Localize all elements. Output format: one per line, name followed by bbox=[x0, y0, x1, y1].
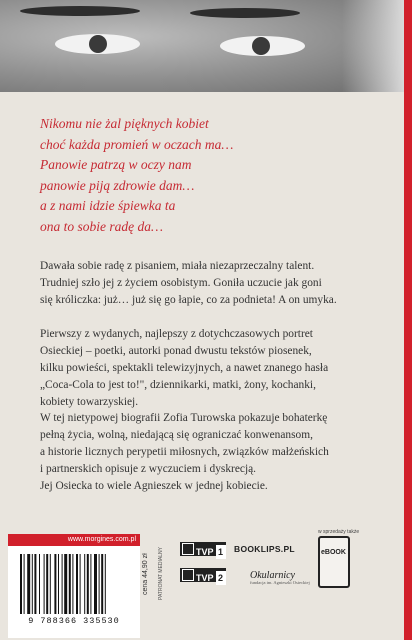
left-eye bbox=[55, 34, 140, 54]
publisher-url: www.morgines.com.pl bbox=[8, 534, 140, 546]
text-line: Pierwszy z wydanych, najlepszy z dotychczasowych portret bbox=[40, 328, 313, 340]
text-line: się króliczka: już… już się go łapie, co za podnieta! A on umyka. bbox=[40, 294, 337, 306]
text-line: pełną życia, wolną, niedającą się ograniczać konwenansom, bbox=[40, 429, 313, 441]
blurb-paragraph-1 bbox=[40, 258, 380, 309]
ebook-icon bbox=[318, 536, 350, 588]
barcode bbox=[18, 554, 130, 614]
media-patronage-label: PATRONAT MEDIALNY bbox=[158, 547, 164, 601]
left-eyebrow bbox=[20, 6, 140, 16]
text-line: a historie licznych perypetii miłosnych, związków małżeńskich bbox=[40, 446, 329, 458]
booklips-logo: BOOKLIPS.PL bbox=[234, 544, 295, 554]
text-line: Osieckiej – poetki, autorki ponad dwustu tekstów piosenek, bbox=[40, 345, 312, 357]
right-eyebrow bbox=[190, 8, 300, 18]
text-line: Trudniej szło jej z życiem osobistym. Goniła uczucie jak goni bbox=[40, 277, 322, 289]
tvp1-logo: TVP 1 bbox=[180, 542, 226, 556]
blurb-paragraph-3 bbox=[40, 410, 380, 495]
hair bbox=[342, 0, 412, 92]
text-line: kilku powieści, spektakli telewizyjnych, a nawet znanego hasła bbox=[40, 362, 329, 374]
quote-line: Panowie patrzą w oczy nam bbox=[40, 157, 192, 172]
text-line: Jej Osiecka to wiele Agnieszek w jednej kobiecie. bbox=[40, 480, 268, 492]
back-cover-footer bbox=[0, 522, 412, 640]
right-eye bbox=[220, 36, 305, 56]
ebook-label: eBOOK bbox=[321, 549, 346, 556]
okularnicy-logo: Okularnicy fundacja im. Agnieszki Osieckiej bbox=[250, 570, 310, 585]
quote-line: Nikomu nie żal pięknych kobiet bbox=[40, 116, 209, 131]
tvp2-logo: TVP 2 bbox=[180, 568, 226, 582]
text-line: W tej nietypowej biografii Zofia Turowska pokazuje bohaterkę bbox=[40, 412, 328, 424]
text-line: kobiety towarzyskiej. bbox=[40, 396, 139, 408]
song-quote bbox=[40, 114, 370, 237]
isbn-number: 9 788366 335530 bbox=[28, 616, 120, 626]
blurb-paragraph-2 bbox=[40, 326, 380, 411]
price-label: cena 44,90 zł bbox=[142, 553, 149, 595]
barcode-box bbox=[8, 534, 140, 638]
ebook-caption: w sprzedaży także bbox=[318, 529, 360, 535]
quote-line: ona to sobie radę da… bbox=[40, 218, 163, 234]
cover-photo-eyes bbox=[0, 0, 412, 92]
text-line: Dawała sobie radę z pisaniem, miała niezaprzeczalny talent. bbox=[40, 260, 315, 272]
quote-line: a z nami idzie śpiewka ta bbox=[40, 198, 176, 213]
text-line: i partnerskich opisuje z wyczuciem i dyskrecją. bbox=[40, 463, 257, 475]
text-line: „Coca-Cola to jest to!", dziennikarki, matki, żony, kochanki, bbox=[40, 379, 316, 391]
quote-line: panowie piją zdrowie dam… bbox=[40, 177, 195, 193]
quote-line: choć każda promień w oczach ma… bbox=[40, 136, 234, 152]
